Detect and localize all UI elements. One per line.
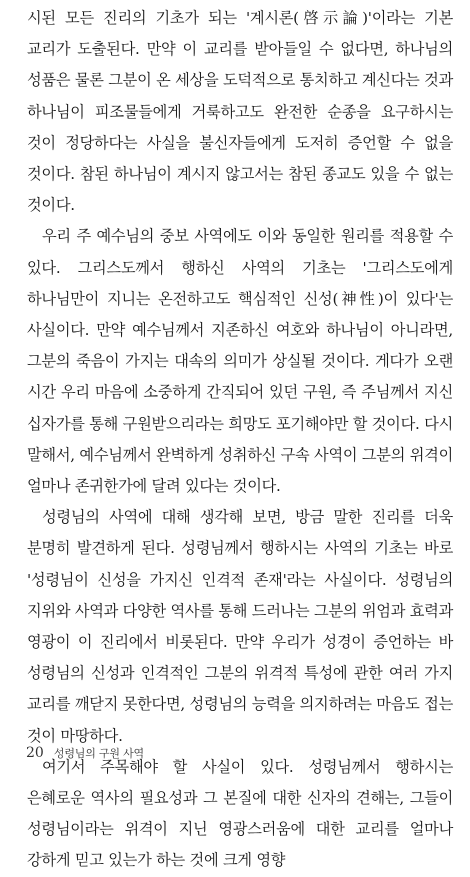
paragraph: 성령님의 사역에 대해 생각해 보면, 방금 말한 진리를 더욱 분명히 발견하게 된다. 성령님께서 행하시는 사역의 기초는 바로 '성령님이 신성을 가지신 인격적 존재'라는 사실이다. 성령님의 지위와 사역과 다양한 역사를 통해 드러나는 그분의 위엄과 효력과 영광이 이 진리에서 비롯된다. 만약 우리가 성경이 증언하는 바 성령님의 신성과 인격적인 그분의 위격적 특성에 관한 여러 가지 교리를 깨닫지 못한다면, 성령님의 능력을 의지하려는 마음도 접는 것이 마땅하다. bbox=[27, 508, 453, 745]
running-title: 성령님의 구원 사역 bbox=[53, 747, 144, 760]
page-number: 20 bbox=[26, 745, 44, 761]
paragraph: 우리 주 예수님의 중보 사역에도 이와 동일한 원리를 적용할 수 있다. 그리스도께서 행하신 사역의 기초는 '그리스도에게 하나님만이 지니는 온전하고도 핵심적인 신성(神性)이 있다'는 사실이다. 만약 예수님께서 지존하신 여호와 하나님이 아니라면, 그분의 죽음이 가지는 대속의 의미가 상실될 것이다. 게다가 오랜 시간 우리 마음에 소중하게 간직되어 있던 구원, 즉 주님께서 지신 십자가를 통해 구원받으리라는 희망도 포기해야만 할 것이다. 다시 말해서, 예수님께서 완벽하게 성취하신 구속 사역이 그분의 위격이 얼마나 존귀한가에 달려 있다는 것이다. bbox=[27, 227, 453, 496]
paragraph: 여기서 주목해야 할 사실이 있다. 성령님께서 행하시는 은혜로운 역사의 필요성과 그 본질에 대한 신자의 견해는, 그들이 성령님이라는 위격이 지닌 영광스러움에 대한 교리를 얼마나 강하게 믿고 있는가 하는 것에 크게 영향 bbox=[27, 757, 453, 870]
paragraph-continuation: 시된 모든 진리의 기초가 되는 '계시론(啓示論)'이라는 기본 교리가 도출된다. 만약 이 교리를 받아들일 수 없다면, 하나님의 성품은 물론 그분이 온 세상을 도덕적으로 통치하고 계신다는 것과 하나님이 피조물들에게 거룩하고도 완전한 순종을 요구하시는 것이 정당하다는 사실을 불신자들에게 도저히 증언할 수 없을 것이다. 참된 하나님이 계시지 않고서는 참된 종교도 있을 수 없는 것이다. bbox=[27, 9, 453, 215]
page-footer bbox=[26, 742, 144, 761]
